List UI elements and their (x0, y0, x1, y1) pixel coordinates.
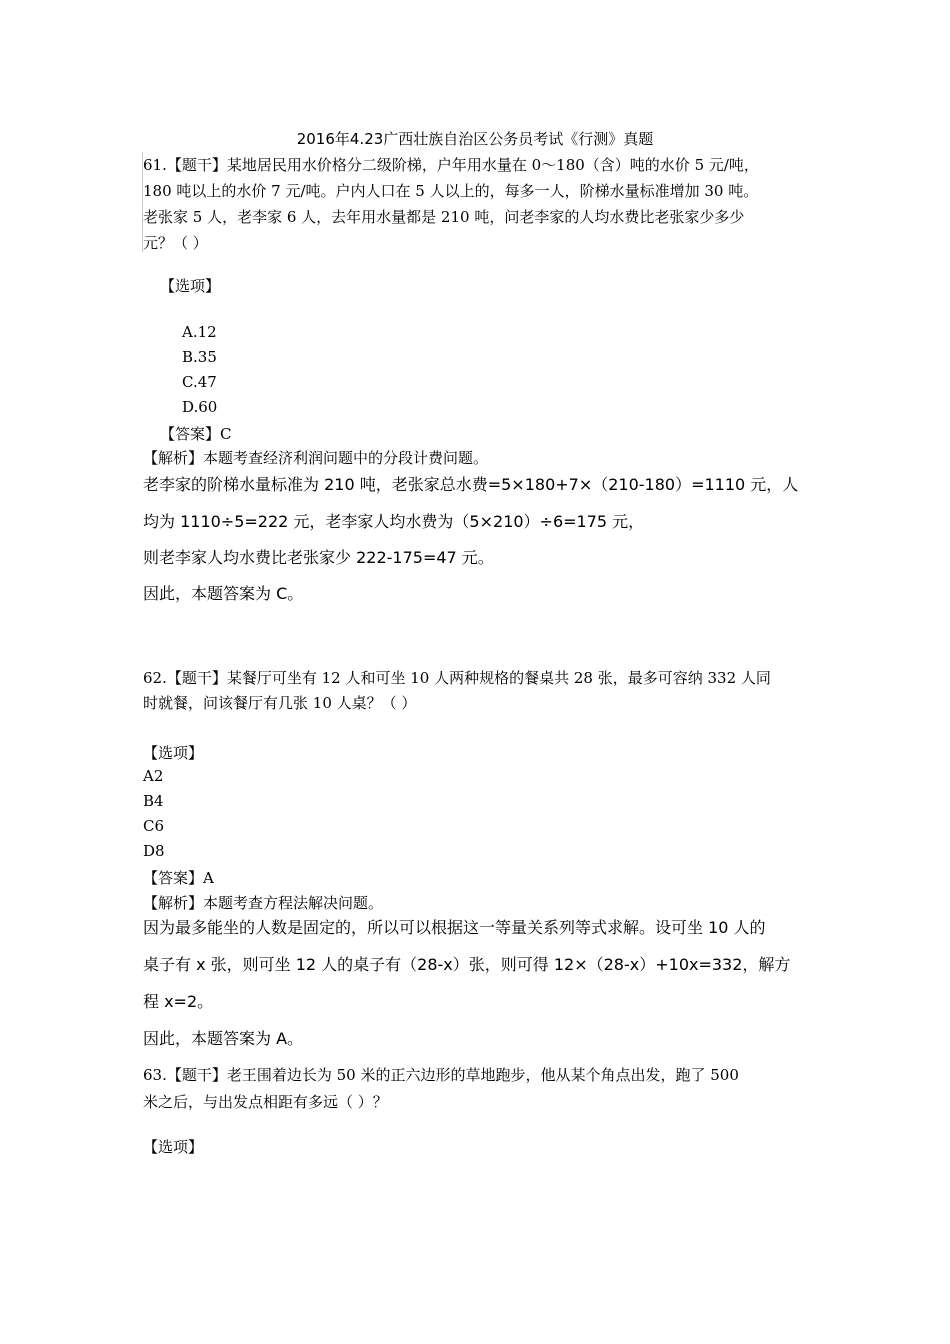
q61-analysis-line: 均为 1110÷5=222 元，老李家人均水费为（5×210）÷6=175 元， (143, 512, 645, 531)
q61-option-b: B.35 (182, 348, 217, 366)
q62-analysis-head: 【解析】本题考查方程法解决问题。 (143, 894, 384, 912)
q61-stem-line: 180 吨以上的水价 7 元/吨。户内人口在 5 人以上的，每多一人，阶梯水量标准增加 30 吨。 (143, 182, 759, 200)
q61-option-a: A.12 (182, 323, 217, 341)
q61-stem-line: 61.【题干】某地居民用水价格分二级阶梯，户年用水量在 0～180（含）吨的水价 5 元/吨， (143, 156, 759, 174)
q62-analysis-line: 因为最多能坐的人数是固定的，所以可以根据这一等量关系列等式求解。设可坐 10 人的 (143, 918, 766, 937)
q62-analysis-line: 因此，本题答案为 A。 (143, 1029, 304, 1048)
q62-option-a: A2 (143, 767, 164, 785)
q61-analysis-line: 则老李家人均水费比老张家少 222-175=47 元。 (143, 548, 494, 567)
q61-analysis-head: 【解析】本题考查经济利润问题中的分段计费问题。 (143, 449, 489, 467)
q62-analysis-line: 程 x=2。 (143, 992, 214, 1011)
q62-stem-line: 时就餐，问该餐厅有几张 10 人桌？（ ） (143, 694, 417, 712)
q62-option-d: D8 (143, 842, 165, 860)
q61-answer: 【答案】C (160, 425, 232, 443)
q62-answer: 【答案】A (143, 869, 214, 887)
q62-stem (143, 666, 771, 716)
q62-stem-line: 62.【题干】某餐厅可坐有 12 人和可坐 10 人两种规格的餐桌共 28 张，最多可容纳 332 人同 (143, 669, 771, 687)
document-title: 2016年4.23广西壮族自治区公务员考试《行测》真题 (296, 130, 654, 148)
q61-analysis-line: 因此，本题答案为 C。 (143, 584, 304, 603)
q63-stem (143, 1062, 739, 1116)
q62-option-c: C6 (143, 817, 165, 835)
q62-analysis-line: 桌子有 x 张，则可坐 12 人的桌子有（28-x）张，则可得 12×（28-x）+10x=332，解方 (143, 955, 791, 974)
q61-option-d: D.60 (182, 398, 218, 416)
q61-analysis-line: 老李家的阶梯水量标准为 210 吨，老张家总水费=5×180+7×（210-180）=1110 元，人 (143, 475, 799, 494)
q61-stem (143, 152, 823, 256)
q62-option-b: B4 (143, 792, 164, 810)
q63-stem-line: 米之后，与出发点相距有多远（ ）？ (143, 1093, 388, 1111)
q63-stem-line: 63.【题干】老王围着边长为 50 米的正六边形的草地跑步，他从某个角点出发，跑了 500 (143, 1066, 739, 1084)
q61-options-label: 【选项】 (160, 277, 221, 295)
q61-stem-line: 元？（ ） (143, 234, 208, 252)
q61-option-c: C.47 (182, 373, 217, 391)
q61-stem-line: 老张家 5 人，老李家 6 人，去年用水量都是 210 吨，问老李家的人均水费比老张家少多少 (143, 208, 745, 226)
q63-options-label: 【选项】 (143, 1138, 204, 1156)
q62-options-label: 【选项】 (143, 744, 204, 762)
